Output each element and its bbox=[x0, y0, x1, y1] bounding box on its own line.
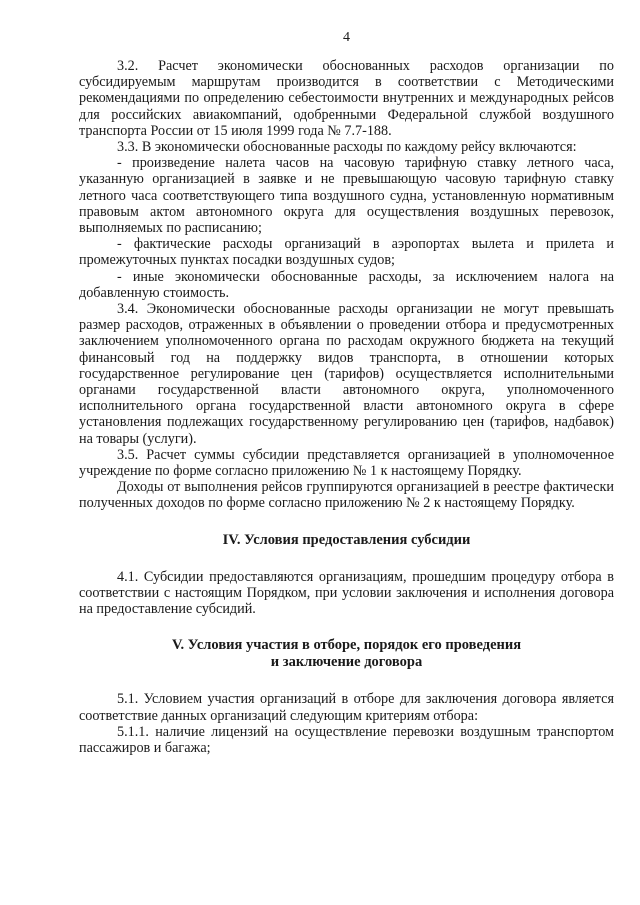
section-heading: IV. Условия предоставления субсидии bbox=[222, 531, 471, 548]
paragraph: 3.4. Экономически обоснованные расходы организации не могут превышать размер расходов, отраженных в объявлении о проведении отбора и предусмотренных заключением уполномоченного органа по расходам окружного бюджета на текущий финансовый год на поддержку видов транспорта, в отношении которых государственное регулирование цен (тарифов) осуществляется исполнительными органами государственной власти автономного округа, уполномоченного исполнительного органа государственной власти автономного округа в сфере установления подлежащих государственному регулированию цен (тарифов, надбавок) на товары (услуги). bbox=[79, 301, 614, 447]
paragraph: - фактические расходы организаций в аэропортах вылета и прилета и промежуточных пунктах посадки воздушных судов; bbox=[79, 236, 614, 269]
paragraph: 5.1. Условием участия организаций в отборе для заключения договора является соответствие данных организаций следующим критериям отбора: bbox=[79, 691, 614, 724]
paragraph: Доходы от выполнения рейсов группируются организацией в реестре фактически полученных доходов по форме согласно приложению № 2 к настоящему Порядку. bbox=[79, 479, 614, 512]
section-heading: V. Условия участия в отборе, порядок его проведения bbox=[171, 637, 522, 654]
section-heading: и заключение договора bbox=[270, 654, 423, 671]
document-body bbox=[79, 58, 614, 756]
paragraph: - иные экономически обоснованные расходы, за исключением налога на добавленную стоимость. bbox=[79, 268, 614, 301]
paragraph: 4.1. Субсидии предоставляются организациям, прошедшим процедуру отбора в соответствии с настоящим Порядком, при условии заключения и исполнения договора на предоставление субсидий. bbox=[79, 568, 614, 618]
page-number: 4 bbox=[343, 30, 350, 45]
paragraph: 3.3. В экономически обоснованные расходы по каждому рейсу включаются: bbox=[117, 139, 577, 156]
paragraph: 3.2. Расчет экономически обоснованных расходов организации по субсидируемым маршрутам производится в соответствии с Методическими рекомендациями по определению себестоимости внутренних и международных рейсов для российских авиакомпаний, одобренными Федеральной службой воздушного транспорта России от 15 июля 1999 года № 7.7-188. bbox=[79, 58, 614, 139]
paragraph: - произведение налета часов на часовую тарифную ставку летного часа, указанную организацией в заявке и не превышающую часовую тарифную ставку летного часа соответствующего типа воздушного судна, установленную нормативным правовым актом автономного округа для осуществления воздушных перевозок, выполняемых по расписанию; bbox=[79, 155, 614, 237]
paragraph: 5.1.1. наличие лицензий на осуществление перевозки воздушным транспортом пассажиров и багажа; bbox=[79, 723, 614, 756]
spacer bbox=[79, 549, 614, 569]
spacer bbox=[79, 512, 614, 532]
paragraph: 3.5. Расчет суммы субсидии представляется организацией в уполномоченное учреждение по форме согласно приложению № 1 к настоящему Порядку. bbox=[79, 446, 614, 480]
spacer bbox=[79, 671, 614, 691]
spacer bbox=[79, 617, 614, 637]
